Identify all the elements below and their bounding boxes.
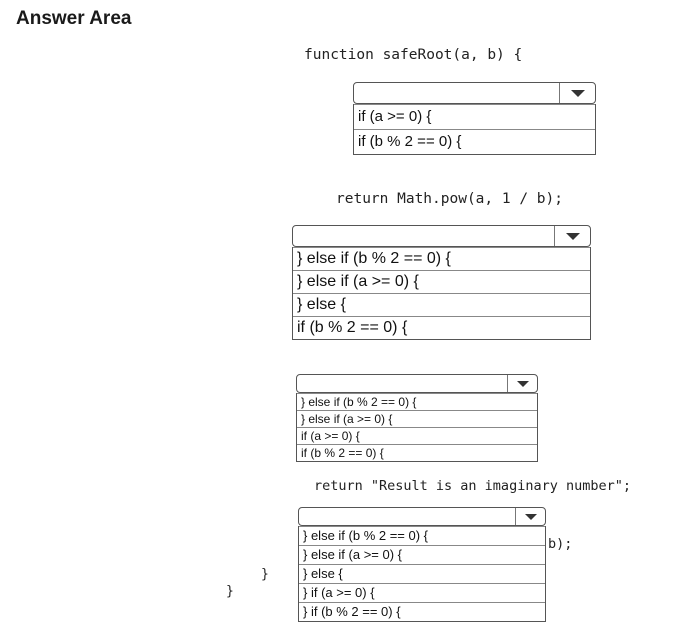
code-closing-brace-outer: } <box>226 584 234 599</box>
chevron-down-icon <box>525 514 537 520</box>
chevron-down-icon <box>571 90 585 97</box>
dropdown-2-toggle-button[interactable] <box>554 226 590 246</box>
code-return-imaginary: return "Result is an imaginary number"; <box>314 478 631 494</box>
dropdown-2-options <box>292 247 591 340</box>
dropdown-2[interactable] <box>292 225 591 340</box>
dropdown-1-option[interactable]: if (a >= 0) { <box>354 104 595 129</box>
dropdown-2-option[interactable]: if (b % 2 == 0) { <box>293 316 590 339</box>
dropdown-3-option[interactable]: if (a >= 0) { <box>297 427 537 444</box>
code-closing-brace-inner: } <box>261 567 269 582</box>
dropdown-3-option[interactable]: } else if (a >= 0) { <box>297 410 537 427</box>
dropdown-3[interactable] <box>296 374 538 462</box>
dropdown-4-toggle-button[interactable] <box>515 508 545 525</box>
dropdown-4-option[interactable]: } else if (b % 2 == 0) { <box>299 526 545 545</box>
code-return-pow: return Math.pow(a, 1 / b); <box>336 191 563 207</box>
dropdown-1-options <box>353 104 596 155</box>
dropdown-3-selected[interactable] <box>296 374 538 393</box>
dropdown-2-option[interactable]: } else { <box>293 293 590 316</box>
dropdown-2-selected[interactable] <box>292 225 591 247</box>
answer-area-title: Answer Area <box>16 8 132 29</box>
dropdown-2-option[interactable]: } else if (b % 2 == 0) { <box>293 247 590 270</box>
dropdown-1-selected[interactable] <box>353 82 596 104</box>
code-tail-fragment: b); <box>548 536 573 552</box>
dropdown-3-toggle-button[interactable] <box>507 375 537 392</box>
dropdown-1-option[interactable]: if (b % 2 == 0) { <box>354 129 595 154</box>
dropdown-3-option[interactable]: } else if (b % 2 == 0) { <box>297 393 537 410</box>
dropdown-4-option[interactable]: } if (a >= 0) { <box>299 583 545 602</box>
dropdown-4[interactable] <box>298 507 546 622</box>
dropdown-4-option[interactable]: } if (b % 2 == 0) { <box>299 602 545 621</box>
code-function-signature: function safeRoot(a, b) { <box>304 47 523 63</box>
chevron-down-icon <box>517 381 529 387</box>
dropdown-4-option[interactable]: } else { <box>299 564 545 583</box>
dropdown-4-selected[interactable] <box>298 507 546 526</box>
dropdown-3-options <box>296 393 538 462</box>
dropdown-1-toggle-button[interactable] <box>559 83 595 103</box>
dropdown-2-option[interactable]: } else if (a >= 0) { <box>293 270 590 293</box>
chevron-down-icon <box>566 233 580 240</box>
dropdown-4-option[interactable]: } else if (a >= 0) { <box>299 545 545 564</box>
dropdown-4-options <box>298 526 546 622</box>
dropdown-1[interactable] <box>353 82 596 155</box>
dropdown-3-option[interactable]: if (b % 2 == 0) { <box>297 444 537 461</box>
